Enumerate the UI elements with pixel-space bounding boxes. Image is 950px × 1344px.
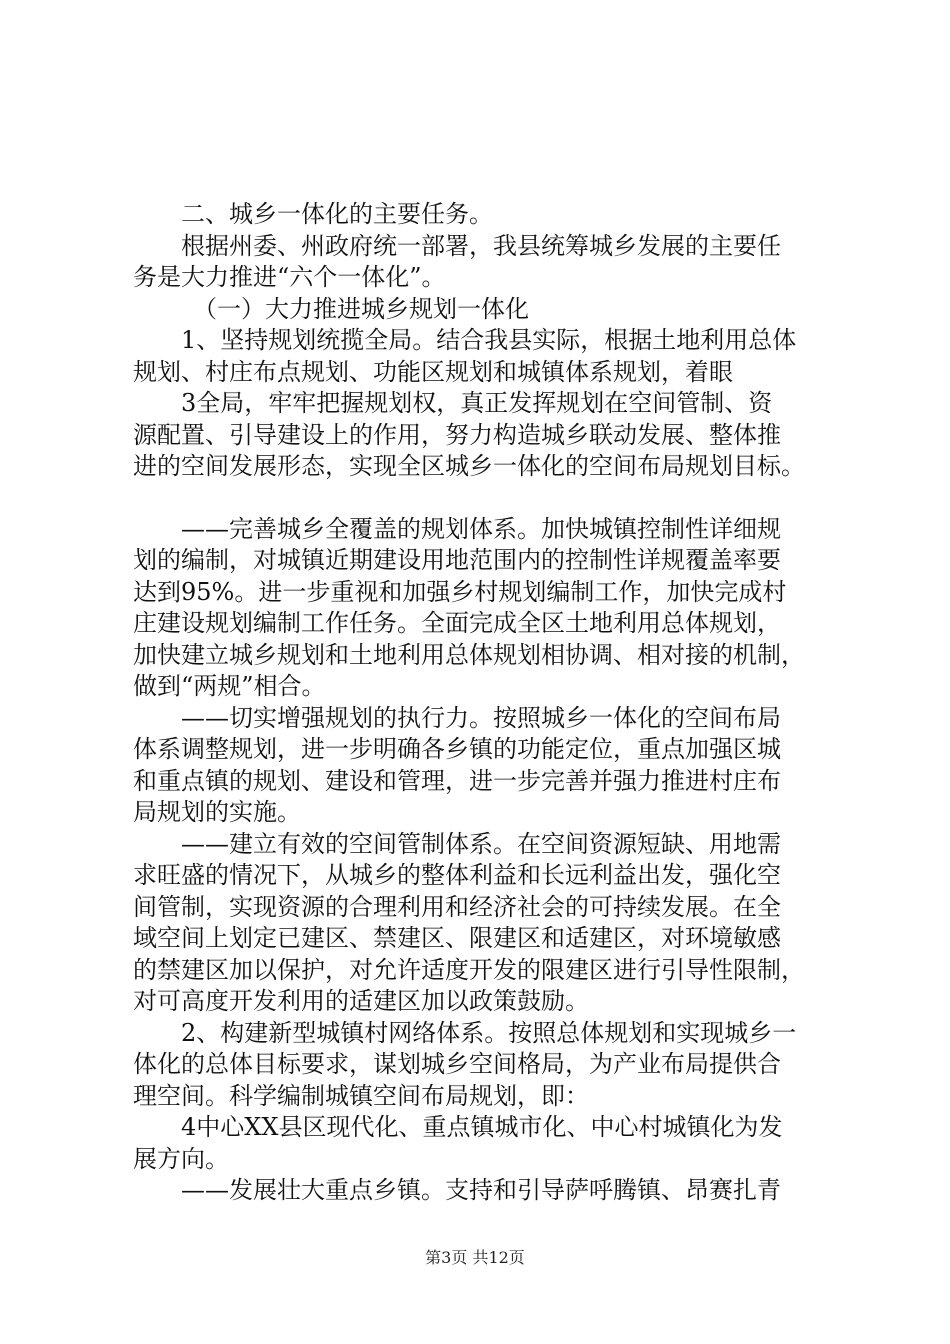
section-heading: 二、城乡一体化的主要任务。	[181, 200, 493, 228]
paragraph-line: 1、坚持规划统揽全局。结合我县实际，根据土地利用总体	[181, 326, 797, 354]
paragraph-line: 对可高度开发利用的适建区加以政策鼓励。	[133, 987, 589, 1015]
paragraph-line: ——切实增强规划的执行力。按照城乡一体化的空间布局	[181, 703, 781, 732]
paragraph-line: 源配置、引导建设上的作用，努力构造城乡联动发展、整体推	[133, 420, 781, 449]
document-body	[133, 199, 833, 1207]
paragraph-line: 加快建立城乡规划和土地利用总体规划相协调、相对接的机制，	[133, 640, 805, 669]
paragraph-line: 规划、村庄布点规划、功能区规划和城镇体系规划，着眼	[133, 357, 733, 386]
paragraph-line: 域空间上划定已建区、禁建区、限建区和适建区，对环境敏感	[133, 924, 781, 952]
paragraph-line: 4中心XX县区现代化、重点镇城市化、中心村城镇化为发	[181, 1113, 783, 1141]
page-number-footer: 第3页 共12页	[425, 1248, 525, 1267]
paragraph-line: 体化的总体目标要求，谋划城乡空间格局，为产业布局提供合	[133, 1050, 781, 1078]
paragraph-line: 2、构建新型城镇村网络体系。按照总体规划和实现城乡一	[181, 1018, 797, 1047]
paragraph-line: 务是大力推进“六个一体化”。	[133, 263, 446, 291]
paragraph-line: 庄建设规划编制工作任务。全面完成全区土地利用总体规划，	[133, 609, 781, 637]
paragraph-line: 展方向。	[133, 1144, 229, 1173]
paragraph-line: 3全局，牢牢把握规划权，真正发挥规划在空间管制、资	[181, 389, 773, 417]
paragraph-line: 划的编制，对城镇近期建设用地范围内的控制性详规覆盖率要	[133, 546, 781, 574]
paragraph-line: ——建立有效的空间管制体系。在空间资源短缺、用地需	[181, 829, 781, 858]
paragraph-line: 体系调整规划，进一步明确各乡镇的功能定位，重点加强区城	[133, 735, 781, 763]
paragraph-line: 做到“两规”相合。	[133, 672, 326, 700]
paragraph-line: 理空间。科学编制城镇空间布局规划，即：	[133, 1081, 589, 1110]
paragraph-line: 根据州委、州政府统一部署，我县统筹城乡发展的主要任	[181, 231, 781, 260]
paragraph-line: 达到95%。进一步重视和加强乡村规划编制工作，加快完成村	[133, 577, 787, 606]
paragraph-line: 间管制，实现资源的合理利用和经济社会的可持续发展。在全	[133, 892, 781, 921]
paragraph-line: ——发展壮大重点乡镇。支持和引导萨呼腾镇、昂赛扎青	[181, 1176, 781, 1204]
paragraph-gap	[133, 483, 833, 514]
paragraph-line: 求旺盛的情况下，从城乡的整体利益和长远利益出发，强化空	[133, 861, 781, 889]
paragraph-line: 的禁建区加以保护，对允许适度开发的限建区进行引导性限制，	[133, 955, 805, 984]
paragraph-line: 进的空间发展形态，实现全区城乡一体化的空间布局规划目标。	[133, 452, 805, 480]
subsection-heading: （一）大力推进城乡规划一体化	[193, 294, 529, 323]
paragraph-line: 局规划的实施。	[133, 798, 301, 826]
paragraph-line: ——完善城乡全覆盖的规划体系。加快城镇控制性详细规	[181, 514, 781, 543]
paragraph-line: 和重点镇的规划、建设和管理，进一步完善并强力推进村庄布	[133, 766, 781, 795]
